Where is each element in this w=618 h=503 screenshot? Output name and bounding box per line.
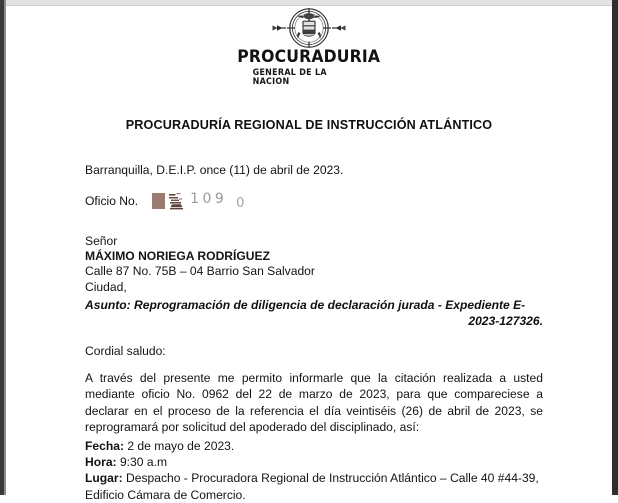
- oficio-number-row: [85, 192, 543, 216]
- addressee-block: [85, 234, 543, 295]
- ink-stamp-mark: [152, 193, 165, 209]
- document-content: [6, 6, 612, 502]
- subject-line: [85, 297, 543, 329]
- fecha-label: Fecha:: [85, 439, 124, 453]
- addressee-address: Calle 87 No. 75B – 04 Barrio San Salvador: [85, 264, 315, 279]
- detail-row-hora: [85, 454, 543, 470]
- scan-right-edge-artifact: [612, 0, 618, 495]
- page-title: PROCURADURÍA REGIONAL DE INSTRUCCIÓN ATLÁNTICO: [125, 118, 493, 132]
- oficio-label: Oficio No.: [85, 194, 139, 208]
- appointment-details: [85, 438, 543, 503]
- subject-line-first: Asunto: Reprogramación de diligencia de declaración jurada - Expediente E-: [85, 298, 526, 312]
- oficio-number-digits: 109: [190, 191, 228, 207]
- lugar-value: Despacho - Procuradora Regional de Instrucción Atlántico – Calle 40 #44-39, Edificio Cámara de Comercio.: [85, 471, 539, 502]
- institution-logo: [237, 8, 381, 87]
- fecha-value: 2 de mayo de 2023.: [123, 439, 235, 453]
- hora-label: Hora:: [85, 455, 117, 470]
- institution-wordmark-subtitle: GENERAL DE LA NACION: [252, 68, 327, 87]
- greeting-text: Cordial saludo:: [85, 344, 166, 358]
- greeting: [85, 344, 543, 360]
- detail-row-lugar: [85, 470, 543, 502]
- letterhead: [6, 6, 612, 86]
- institution-wordmark: PROCURADURIA: [237, 47, 381, 67]
- hora-value: 9:30 a.m: [116, 455, 168, 470]
- place-and-date: [85, 163, 543, 179]
- subject-line-second: 2023-127326.: [468, 314, 543, 328]
- lugar-label: Lugar:: [85, 471, 123, 486]
- addressee-salutation: Señor: [85, 234, 118, 248]
- addressee-city: Ciudad,: [85, 279, 127, 294]
- oficio-stamp-group: [152, 192, 256, 216]
- detail-row-fecha: [85, 438, 543, 454]
- place-date-text: Barranquilla, D.E.I.P. once (11) de abril de 2023.: [85, 163, 344, 177]
- colombia-coat-of-arms-seal-icon: [257, 8, 361, 48]
- stamp-glyph-icon: [168, 192, 185, 211]
- addressee-name: MÁXIMO NORIEGA RODRÍGUEZ: [85, 249, 270, 264]
- oficio-number-last-digit: 0: [236, 196, 245, 211]
- body-paragraph: A través del presente me permito informarle que la citación realizada a usted mediante oficio No. 0962 del 22 de marzo de 2023, para que compareciese a declarar en el proceso de la referencia el día veintiséis (26) de abril de 2023, se reprogramará por solicitud del apoderado del disciplinado, así:: [85, 371, 543, 435]
